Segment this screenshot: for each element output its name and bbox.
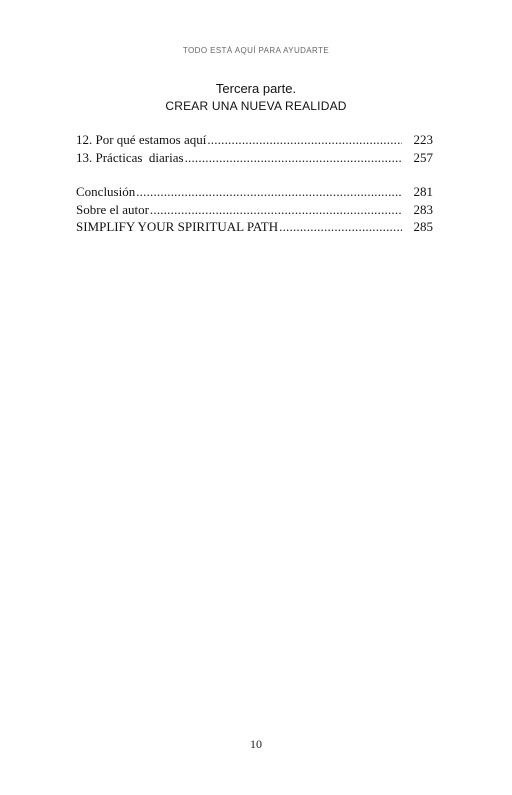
toc-entry-page: 285 xyxy=(413,219,433,234)
dot-leader xyxy=(185,149,402,167)
dot-leader xyxy=(207,131,402,149)
toc-entry-page: 281 xyxy=(413,184,433,199)
toc-chapters xyxy=(76,131,433,166)
toc-entry-conclusion xyxy=(76,183,433,201)
toc-entry-page: 223 xyxy=(413,132,433,147)
toc-back-matter xyxy=(76,183,433,236)
dot-leader xyxy=(150,201,402,219)
toc-entry-about-author xyxy=(76,201,433,219)
dot-leader xyxy=(136,183,402,201)
toc-entry-simplify xyxy=(76,218,433,236)
toc-entry-page: 257 xyxy=(413,149,433,165)
dot-leader xyxy=(279,218,402,236)
toc-entry-page: 283 xyxy=(413,201,433,217)
toc-entry-chapter-12 xyxy=(76,131,433,149)
toc-entry-title: 12. Por qué estamos aquí xyxy=(76,132,207,147)
part-subtitle: CREAR UNA NUEVA REALIDAD xyxy=(165,99,347,113)
toc-entry-chapter-13 xyxy=(76,149,433,167)
running-head: TODO ESTÁ AQUÍ PARA AYUDARTE xyxy=(182,46,330,55)
toc-entry-title: SIMPLIFY YOUR SPIRITUAL PATH xyxy=(76,219,279,234)
part-heading xyxy=(0,80,512,115)
toc-entry-title: Sobre el autor xyxy=(76,201,149,217)
page-number: 10 xyxy=(250,737,262,751)
part-title: Tercera parte. xyxy=(215,81,297,96)
toc-entry-title: Conclusión xyxy=(76,184,136,199)
toc-entry-title: 13. Prácticas diarias xyxy=(76,149,184,165)
